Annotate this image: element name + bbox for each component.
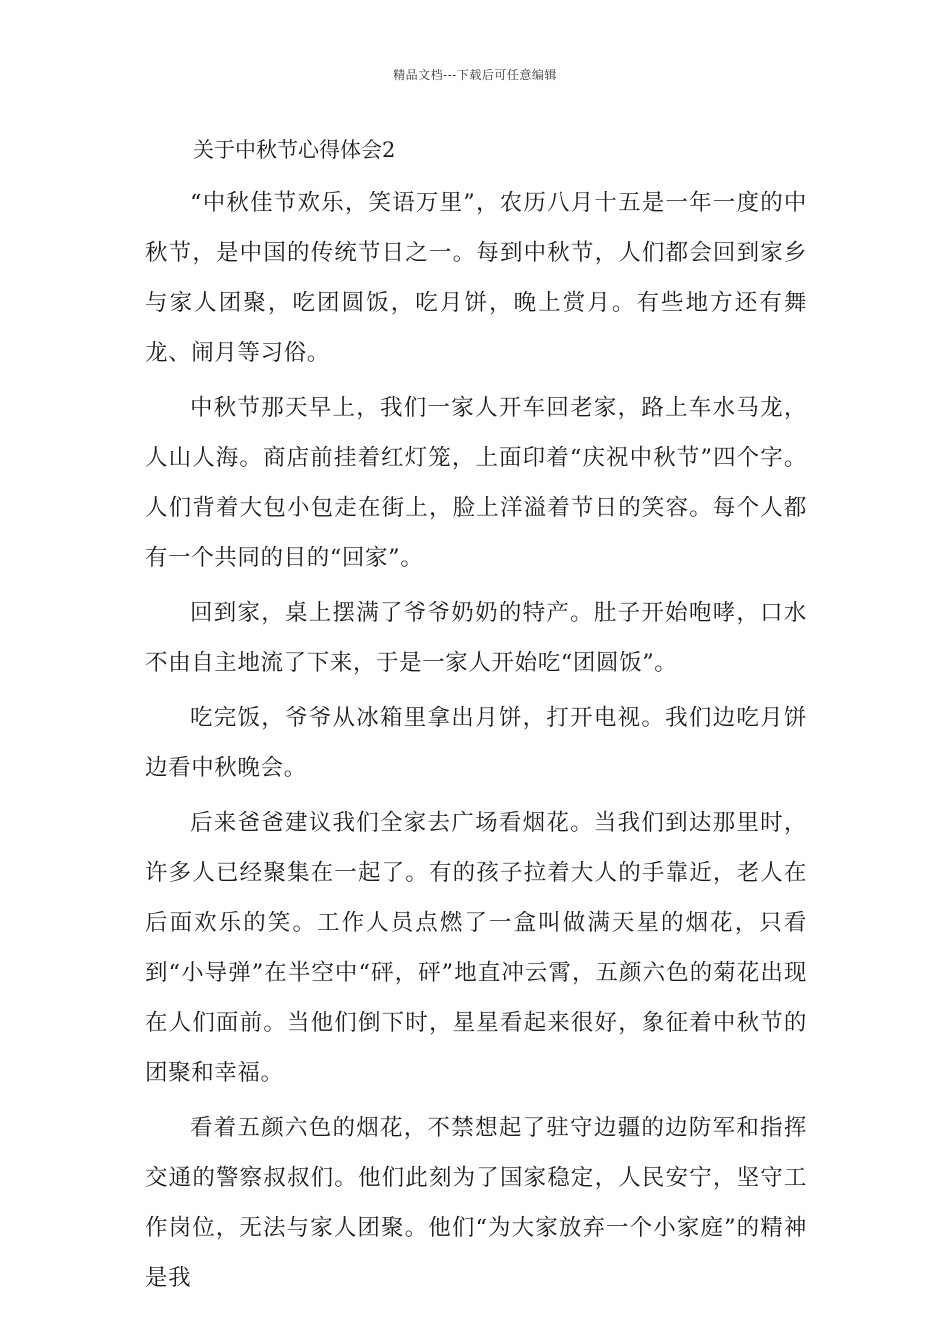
paragraph-1: “中秋佳节欢乐，笑语万里”，农历八月十五是一年一度的中秋节，是中国的传统节日之一。每到中秋节，人们都会回到家乡与家人团聚，吃团圆饭，吃月饼，晚上赏月。有些地方还有舞龙、闹月等习俗。 (145, 190, 807, 366)
header-note: 精品文档---下载后可任意编辑 (393, 68, 557, 82)
paragraph-6: 看着五颜六色的烟花，不禁想起了驻守边疆的边防军和指挥交通的警察叔叔们。他们此刻为了国家稳定，人民安宁，坚守工作岗位，无法与家人团聚。他们“为大家放弃一个小家庭”的精神是我 (145, 1115, 807, 1291)
document-body (145, 132, 807, 1308)
paragraph-5: 后来爸爸建议我们全家去广场看烟花。当我们到达那里时，许多人已经聚集在一起了。有的孩子拉着大人的手靠近，老人在后面欢乐的笑。工作人员点燃了一盒叫做满天星的烟花，只看到“小导弹”在半空中“砰，砰”地直冲云霄，五颜六色的菊花出现在人们面前。当他们倒下时，星星看起来很好，象征着中秋节的团聚和幸福。 (145, 810, 807, 1086)
paragraph-3: 回到家，桌上摆满了爷爷奶奶的特产。肚子开始咆哮，口水不由自主地流了下来，于是一家人开始吃“团圆饭”。 (145, 600, 807, 676)
document-title: 关于中秋节心得体会2 (193, 138, 396, 162)
paragraph-2: 中秋节那天早上，我们一家人开车回老家，路上车水马龙，人山人海。商店前挂着红灯笼，上面印着“庆祝中秋节”四个字。人们背着大包小包走在街上，脸上洋溢着节日的笑容。每个人都有一个共同的目的“回家”。 (145, 395, 807, 571)
paragraph-4: 吃完饭，爷爷从冰箱里拿出月饼，打开电视。我们边吃月饼边看中秋晚会。 (145, 705, 807, 781)
